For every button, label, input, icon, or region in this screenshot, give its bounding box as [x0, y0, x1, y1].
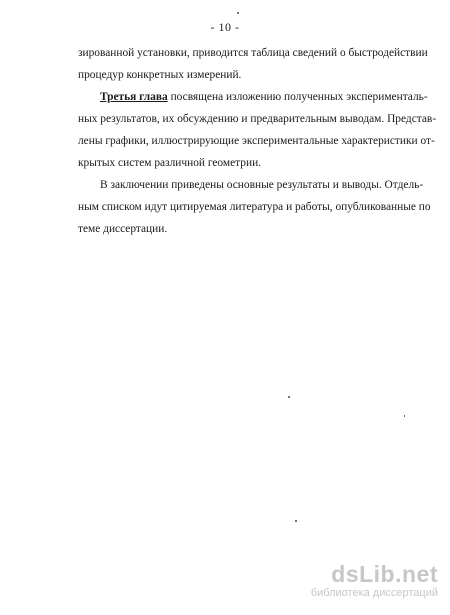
- text-line: [100, 90, 428, 104]
- text-line: лены графики, иллюстрирующие экспериментальные характеристики от-: [78, 135, 435, 147]
- scan-speck: [295, 520, 297, 522]
- text-line: зированной установки, приводится таблица сведений о быстродействии: [78, 47, 428, 59]
- watermark-subtitle: библиотека диссертаций: [310, 587, 438, 599]
- scan-speck: [237, 12, 239, 14]
- page-number: - 10 -: [210, 20, 240, 34]
- chapter-heading: Третья глава: [100, 91, 168, 103]
- watermark-logo: dsLib.net: [331, 561, 438, 587]
- text-line: процедур конкретных измерений.: [78, 69, 242, 81]
- watermark: [288, 561, 438, 605]
- text-line: ным списком идут цитируемая литература и работы, опубликованные по: [78, 201, 431, 213]
- text-line: крытых систем различной геометрии.: [78, 157, 262, 169]
- scan-speck: [288, 396, 290, 398]
- text-line: теме диссертации.: [78, 223, 168, 235]
- text-line: В заключении приведены основные результаты и выводы. Отдель-: [100, 179, 424, 191]
- scan-speck: [404, 415, 405, 417]
- text-span: посвящена изложению полученных эксперименталь-: [167, 91, 428, 103]
- text-line: ных результатов, их обсуждению и предварительным выводам. Представ-: [78, 113, 437, 125]
